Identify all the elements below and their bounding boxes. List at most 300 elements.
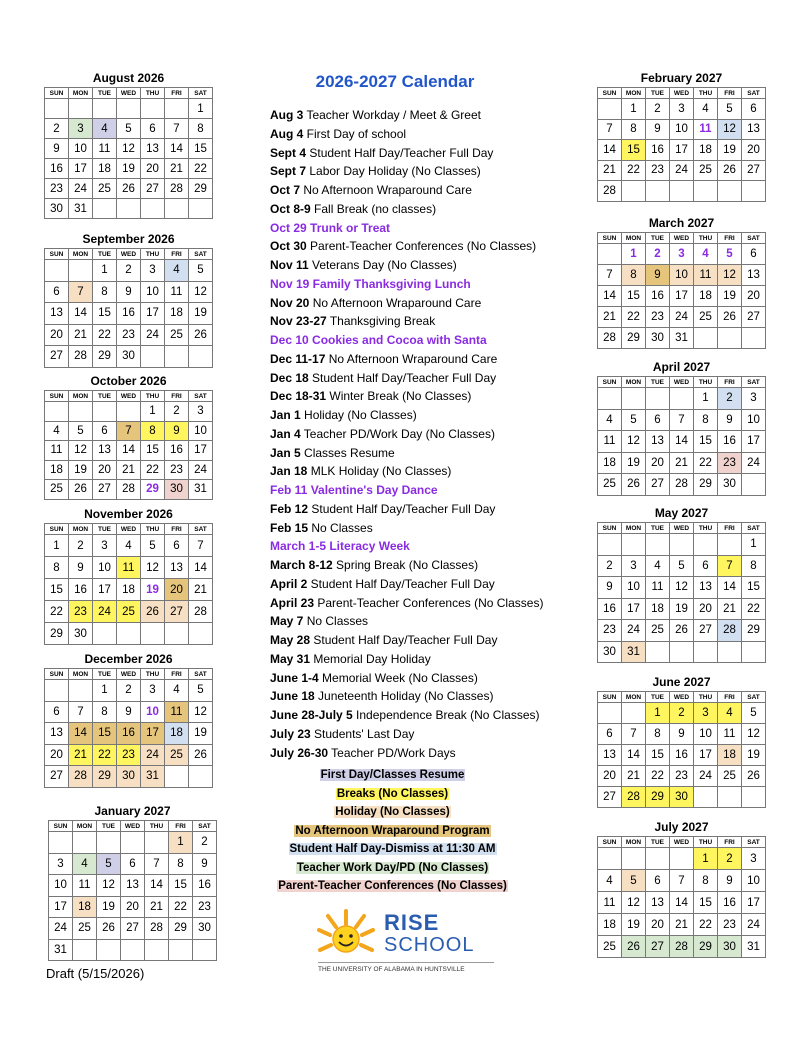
day-cell: 17 (49, 896, 73, 918)
day-cell: 31 (622, 641, 646, 663)
day-cell: 26 (718, 160, 742, 181)
events-list (270, 106, 600, 762)
day-cell: 23 (718, 914, 742, 936)
day-cell: 6 (742, 99, 766, 120)
day-cell: 24 (49, 918, 73, 940)
day-cell: 16 (45, 159, 69, 179)
day-cell: 3 (670, 99, 694, 120)
day-cell: 15 (45, 579, 69, 601)
day-header: SUN (45, 391, 69, 402)
month-title: June 2027 (652, 675, 711, 689)
day-cell: 31 (69, 199, 93, 219)
day-header: THU (145, 821, 169, 832)
day-cell: 11 (45, 441, 69, 461)
day-cell: 24 (742, 914, 766, 936)
day-cell: 25 (718, 766, 742, 787)
day-cell: 3 (141, 260, 165, 282)
empty-cell (93, 402, 117, 422)
day-cell: 17 (622, 598, 646, 620)
day-cell: 16 (718, 892, 742, 914)
day-header: SAT (189, 391, 213, 402)
day-cell: 5 (718, 244, 742, 265)
day-cell: 31 (141, 766, 165, 788)
empty-cell (694, 328, 718, 349)
day-cell: 22 (694, 452, 718, 474)
event-date: Oct 30 (270, 239, 307, 254)
event-date: June 18 (270, 689, 315, 704)
day-cell: 19 (622, 452, 646, 474)
day-cell: 21 (69, 744, 93, 766)
day-header: THU (694, 692, 718, 703)
day-cell: 25 (45, 480, 69, 500)
day-header: SAT (742, 837, 766, 848)
day-cell: 9 (646, 265, 670, 286)
day-cell: 2 (718, 848, 742, 870)
empty-cell (93, 199, 117, 219)
day-cell: 22 (646, 766, 670, 787)
day-cell: 25 (598, 474, 622, 496)
day-cell: 23 (193, 896, 217, 918)
event-description: No Classes (303, 614, 369, 629)
empty-cell (646, 641, 670, 663)
day-cell: 29 (169, 918, 193, 940)
event-description: Students' Last Day (310, 726, 415, 741)
day-cell: 15 (169, 875, 193, 897)
empty-cell (145, 832, 169, 854)
day-cell: 8 (169, 853, 193, 875)
day-header: FRI (165, 524, 189, 535)
day-cell: 27 (121, 918, 145, 940)
day-header: TUE (646, 837, 670, 848)
day-cell: 1 (742, 534, 766, 556)
event-date: July 23 (270, 726, 311, 741)
day-cell: 3 (141, 680, 165, 702)
day-cell: 6 (93, 421, 117, 441)
day-header: MON (69, 524, 93, 535)
event-description: Juneteenth Holiday (No Classes) (314, 689, 494, 704)
day-cell: 20 (646, 452, 670, 474)
day-cell: 26 (141, 601, 165, 623)
day-cell: 30 (598, 641, 622, 663)
school-logo (316, 908, 496, 978)
day-cell: 5 (622, 409, 646, 431)
event-date: June 1-4 (270, 670, 319, 685)
event-item (270, 444, 600, 463)
empty-cell (97, 832, 121, 854)
event-date: Aug 4 (270, 126, 304, 141)
day-cell: 14 (718, 577, 742, 599)
day-cell: 9 (670, 724, 694, 745)
day-cell: 11 (718, 724, 742, 745)
day-header: WED (670, 837, 694, 848)
legend-item (270, 859, 515, 878)
legend-label: Holiday (No Classes) (335, 806, 450, 818)
day-cell: 5 (670, 555, 694, 577)
event-description: Parent-Teacher Conferences (No Classes) (314, 595, 544, 610)
empty-cell (694, 534, 718, 556)
empty-cell (93, 99, 117, 119)
day-cell: 29 (742, 620, 766, 642)
logo-subtitle: THE UNIVERSITY OF ALABAMA IN HUNTSVILLE (318, 966, 465, 973)
day-cell: 28 (189, 601, 213, 623)
empty-cell (598, 703, 622, 724)
day-cell: 26 (117, 179, 141, 199)
day-header: FRI (169, 821, 193, 832)
event-date: May 28 (270, 633, 311, 647)
day-header: WED (121, 821, 145, 832)
day-header: FRI (718, 88, 742, 99)
day-cell: 13 (141, 139, 165, 159)
day-cell: 25 (117, 601, 141, 623)
day-cell: 1 (646, 703, 670, 724)
day-cell: 30 (193, 918, 217, 940)
empty-cell (718, 181, 742, 202)
event-item (270, 725, 600, 744)
day-cell: 2 (117, 260, 141, 282)
day-cell: 7 (189, 535, 213, 557)
day-cell: 23 (646, 307, 670, 328)
day-cell: 28 (622, 787, 646, 808)
event-item (270, 594, 600, 613)
legend-label: Teacher Work Day/PD (No Classes) (296, 861, 489, 874)
day-cell: 1 (93, 680, 117, 702)
day-cell: 7 (670, 870, 694, 892)
day-header: SUN (49, 821, 73, 832)
day-header: FRI (718, 233, 742, 244)
day-cell: 7 (718, 555, 742, 577)
event-description: Teacher PD/Work Days (328, 745, 456, 760)
day-cell: 2 (670, 703, 694, 724)
day-cell: 6 (45, 701, 69, 723)
day-cell: 3 (622, 555, 646, 577)
day-cell: 5 (189, 260, 213, 282)
day-header: SAT (189, 524, 213, 535)
day-cell: 18 (694, 286, 718, 307)
day-cell: 19 (189, 303, 213, 325)
day-cell: 24 (622, 620, 646, 642)
day-cell: 25 (694, 307, 718, 328)
day-cell: 13 (742, 265, 766, 286)
day-cell: 10 (742, 409, 766, 431)
empty-cell (193, 939, 217, 961)
day-cell: 5 (189, 680, 213, 702)
day-header: SUN (45, 524, 69, 535)
day-cell: 9 (718, 409, 742, 431)
day-header: FRI (718, 692, 742, 703)
day-cell: 8 (93, 701, 117, 723)
empty-cell (189, 346, 213, 368)
event-description: Fall Break (no classes) (310, 201, 437, 216)
event-item (270, 537, 600, 556)
day-header: TUE (93, 391, 117, 402)
day-cell: 21 (145, 896, 169, 918)
empty-cell (598, 388, 622, 410)
day-cell: 22 (169, 896, 193, 918)
day-header: TUE (646, 88, 670, 99)
day-cell: 7 (69, 701, 93, 723)
day-cell: 25 (73, 918, 97, 940)
empty-cell (169, 939, 193, 961)
day-cell: 14 (69, 303, 93, 325)
calendar-august-2026 (44, 71, 213, 219)
event-description: First Day of school (303, 126, 407, 141)
day-cell: 13 (45, 723, 69, 745)
day-cell: 18 (718, 745, 742, 766)
day-cell: 14 (670, 892, 694, 914)
empty-cell (189, 199, 213, 219)
day-cell: 13 (742, 119, 766, 140)
day-cell: 31 (49, 939, 73, 961)
event-date: March 8-12 (270, 558, 333, 572)
day-cell: 1 (622, 244, 646, 265)
calendar-march-2027 (597, 216, 766, 349)
day-cell: 6 (165, 535, 189, 557)
day-cell: 6 (646, 870, 670, 892)
day-header: WED (117, 249, 141, 260)
empty-cell (670, 534, 694, 556)
empty-cell (694, 787, 718, 808)
day-header: MON (622, 837, 646, 848)
day-cell: 8 (45, 557, 69, 579)
day-cell: 24 (670, 307, 694, 328)
day-cell: 21 (598, 307, 622, 328)
day-cell: 26 (622, 936, 646, 958)
event-item (270, 669, 600, 688)
day-cell: 11 (598, 892, 622, 914)
day-cell: 9 (45, 139, 69, 159)
day-header: SAT (189, 88, 213, 99)
draft-date: Draft (5/15/2026) (46, 966, 145, 981)
day-header: MON (622, 88, 646, 99)
day-cell: 8 (93, 281, 117, 303)
empty-cell (117, 99, 141, 119)
day-cell: 29 (93, 766, 117, 788)
day-header: SAT (742, 88, 766, 99)
calendar-november-2026 (44, 507, 213, 645)
day-cell: 21 (598, 160, 622, 181)
day-cell: 26 (718, 307, 742, 328)
day-header: THU (694, 523, 718, 534)
event-description: Student Half Day/Teacher Full Day (306, 145, 494, 160)
day-cell: 13 (45, 303, 69, 325)
day-cell: 15 (694, 431, 718, 453)
day-cell: 2 (193, 832, 217, 854)
event-date: June 28-July 5 (270, 708, 353, 722)
event-item (270, 162, 600, 181)
day-cell: 7 (117, 421, 141, 441)
day-cell: 16 (117, 303, 141, 325)
day-cell: 17 (694, 745, 718, 766)
day-cell: 8 (189, 119, 213, 139)
event-date: Jan 18 (270, 464, 308, 479)
day-cell: 25 (646, 620, 670, 642)
day-cell: 17 (93, 579, 117, 601)
day-cell: 26 (69, 480, 93, 500)
day-header: SUN (45, 669, 69, 680)
day-cell: 27 (646, 936, 670, 958)
day-cell: 2 (718, 388, 742, 410)
day-cell: 1 (189, 99, 213, 119)
event-description: No Afternoon Wraparound Care (325, 351, 498, 366)
event-description: Memorial Week (No Classes) (318, 670, 478, 685)
empty-cell (49, 832, 73, 854)
page-title: 2026-2027 Calendar (315, 72, 475, 91)
day-cell: 7 (165, 119, 189, 139)
empty-cell (45, 99, 69, 119)
day-cell: 2 (646, 244, 670, 265)
day-cell: 10 (49, 875, 73, 897)
empty-cell (694, 181, 718, 202)
day-cell: 27 (598, 787, 622, 808)
event-date: May 7 (270, 614, 304, 629)
day-cell: 28 (718, 620, 742, 642)
event-date: Feb 15 (270, 520, 309, 535)
event-item (270, 425, 600, 444)
event-item (270, 462, 600, 481)
event-date: Nov 19 Family Thanksgiving Lunch (270, 276, 471, 291)
day-cell: 17 (670, 286, 694, 307)
empty-cell (45, 402, 69, 422)
day-cell: 15 (93, 723, 117, 745)
day-cell: 6 (598, 724, 622, 745)
day-cell: 20 (141, 159, 165, 179)
day-cell: 10 (141, 701, 165, 723)
day-cell: 20 (45, 744, 69, 766)
day-cell: 19 (141, 579, 165, 601)
day-cell: 27 (93, 480, 117, 500)
day-cell: 18 (598, 914, 622, 936)
day-cell: 19 (742, 745, 766, 766)
day-header: SAT (189, 249, 213, 260)
day-header: WED (670, 523, 694, 534)
day-cell: 13 (165, 557, 189, 579)
day-cell: 22 (93, 324, 117, 346)
month-title: March 2027 (648, 216, 715, 230)
day-header: WED (117, 669, 141, 680)
day-cell: 23 (45, 179, 69, 199)
empty-cell (598, 244, 622, 265)
day-cell: 18 (73, 896, 97, 918)
day-cell: 11 (165, 281, 189, 303)
day-header: MON (622, 523, 646, 534)
month-grid (44, 248, 213, 368)
legend-item (270, 785, 515, 804)
day-header: THU (141, 88, 165, 99)
day-cell: 20 (694, 598, 718, 620)
empty-cell (145, 939, 169, 961)
day-cell: 24 (189, 460, 213, 480)
day-header: WED (117, 391, 141, 402)
day-cell: 17 (189, 441, 213, 461)
empty-cell (742, 181, 766, 202)
day-cell: 15 (742, 577, 766, 599)
empty-cell (598, 848, 622, 870)
event-description: Teacher PD/Work Day (No Classes) (300, 426, 495, 441)
day-cell: 4 (598, 870, 622, 892)
empty-cell (121, 939, 145, 961)
day-cell: 21 (670, 452, 694, 474)
day-cell: 18 (694, 140, 718, 161)
event-date: Feb 11 Valentine's Day Dance (270, 483, 438, 497)
empty-cell (93, 623, 117, 645)
event-item (270, 519, 600, 538)
day-cell: 26 (622, 474, 646, 496)
day-cell: 25 (165, 324, 189, 346)
day-header: SUN (598, 377, 622, 388)
empty-cell (718, 641, 742, 663)
day-cell: 4 (718, 703, 742, 724)
empty-cell (718, 328, 742, 349)
day-cell: 23 (646, 160, 670, 181)
day-cell: 9 (69, 557, 93, 579)
legend-item (270, 840, 515, 859)
empty-cell (69, 99, 93, 119)
day-cell: 16 (193, 875, 217, 897)
day-cell: 24 (141, 744, 165, 766)
day-cell: 27 (694, 620, 718, 642)
day-cell: 12 (622, 431, 646, 453)
event-item (270, 200, 600, 219)
day-cell: 1 (45, 535, 69, 557)
day-cell: 5 (69, 421, 93, 441)
empty-cell (141, 346, 165, 368)
month-grid (597, 522, 766, 663)
day-header: SAT (742, 523, 766, 534)
day-header: FRI (718, 377, 742, 388)
event-item (270, 481, 600, 500)
empty-cell (165, 766, 189, 788)
day-cell: 30 (117, 766, 141, 788)
event-description: Thanksgiving Break (326, 314, 436, 329)
month-grid (44, 87, 213, 219)
logo-rise-text: RISE (384, 910, 440, 935)
day-header: TUE (646, 233, 670, 244)
month-title: November 2026 (84, 507, 173, 521)
event-description: Veterans Day (No Classes) (308, 258, 457, 272)
day-cell: 7 (69, 281, 93, 303)
day-cell: 24 (141, 324, 165, 346)
day-header: TUE (646, 523, 670, 534)
day-cell: 13 (93, 441, 117, 461)
day-cell: 5 (742, 703, 766, 724)
day-cell: 13 (646, 431, 670, 453)
day-cell: 28 (69, 346, 93, 368)
day-cell: 8 (622, 265, 646, 286)
day-cell: 4 (45, 421, 69, 441)
day-cell: 24 (69, 179, 93, 199)
day-cell: 18 (93, 159, 117, 179)
month-grid (44, 523, 213, 645)
day-cell: 5 (117, 119, 141, 139)
empty-cell (742, 787, 766, 808)
day-cell: 15 (622, 286, 646, 307)
day-cell: 3 (694, 703, 718, 724)
day-cell: 22 (93, 744, 117, 766)
event-item (270, 350, 600, 369)
day-cell: 28 (165, 179, 189, 199)
day-header: SAT (189, 669, 213, 680)
day-cell: 16 (598, 598, 622, 620)
day-cell: 27 (742, 160, 766, 181)
day-cell: 9 (193, 853, 217, 875)
empty-cell (117, 199, 141, 219)
month-grid (597, 232, 766, 349)
day-cell: 27 (141, 179, 165, 199)
month-grid (44, 668, 213, 788)
month-title: December 2026 (84, 652, 173, 666)
calendar-april-2027 (597, 360, 766, 496)
day-cell: 10 (622, 577, 646, 599)
